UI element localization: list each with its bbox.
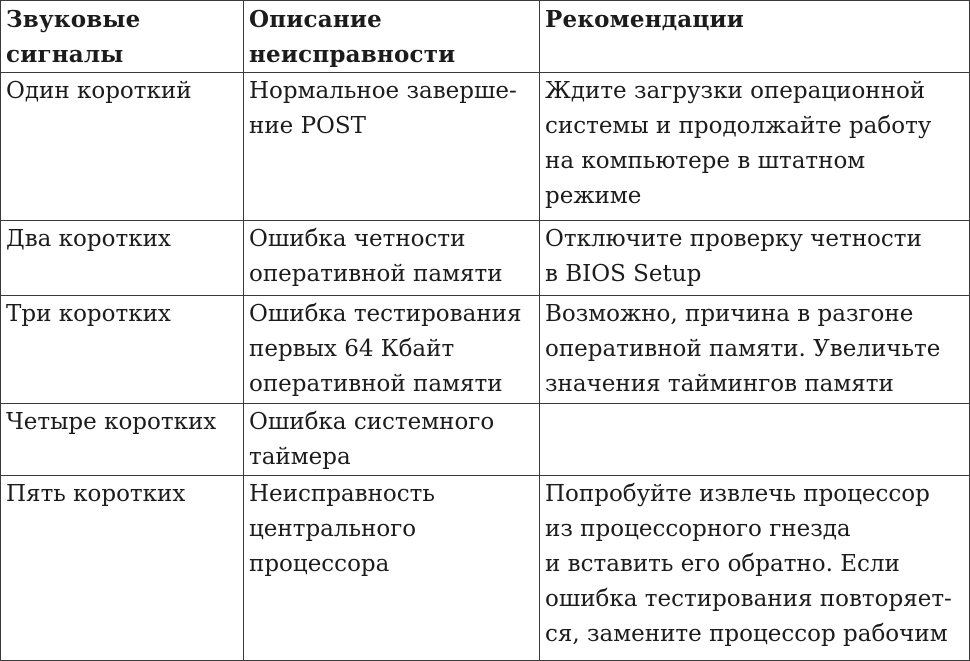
table-row — [1, 404, 970, 476]
signal-cell: Два коротких — [1, 221, 244, 296]
header-recommendations: Рекомендации — [540, 1, 970, 73]
recommendation-cell: Попробуйте извлечь процессор из процессорного гнезда и вставить его обратно. Если ошибка тестирования повторяет- ся, замените процессор рабочим — [540, 476, 970, 661]
signal-cell: Один короткий — [1, 73, 244, 221]
header-signals: Звуковые сигналы — [1, 1, 244, 73]
signal-cell: Пять коротких — [1, 476, 244, 661]
signal-cell: Четыре коротких — [1, 404, 244, 476]
table-row — [1, 296, 970, 404]
header-description: Описание неисправности — [244, 1, 540, 73]
description-cell: Ошибка четности оперативной памяти — [244, 221, 540, 296]
signal-cell: Три коротких — [1, 296, 244, 404]
table-row — [1, 476, 970, 661]
description-cell: Ошибка тестирования первых 64 Кбайт оперативной памяти — [244, 296, 540, 404]
recommendation-cell: Возможно, причина в разгоне оперативной памяти. Увеличьте значения таймингов памяти — [540, 296, 970, 404]
table-header-row — [1, 1, 970, 73]
description-cell: Нормальное заверше- ние POST — [244, 73, 540, 221]
description-cell: Неисправность центрального процессора — [244, 476, 540, 661]
recommendation-cell — [540, 404, 970, 476]
recommendation-cell: Отключите проверку четности в BIOS Setup — [540, 221, 970, 296]
table-row — [1, 221, 970, 296]
recommendation-cell: Ждите загрузки операционной системы и продолжайте работу на компьютере в штатном режиме — [540, 73, 970, 221]
table-row — [1, 73, 970, 221]
description-cell: Ошибка системного таймера — [244, 404, 540, 476]
